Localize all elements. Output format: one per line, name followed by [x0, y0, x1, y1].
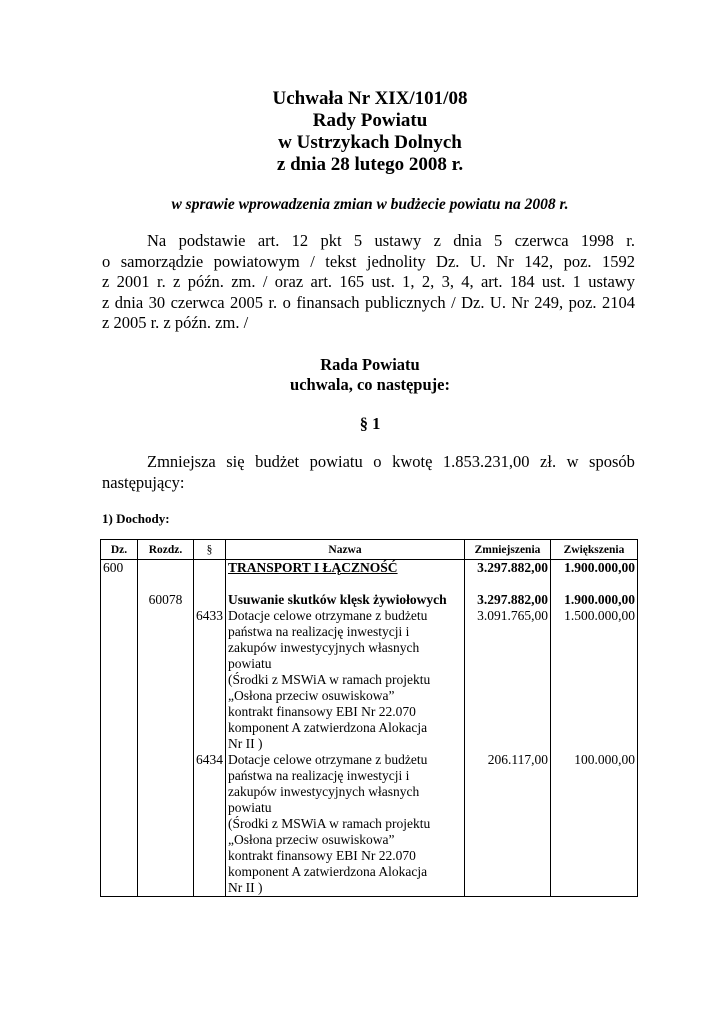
- cell-zwiekszenia: 1.500.000,00: [551, 608, 638, 752]
- cell-rozdz: 60078: [138, 592, 194, 608]
- word: 5: [493, 231, 503, 250]
- word: r.: [156, 272, 166, 291]
- section-label-dochody: 1) Dochody:: [102, 511, 170, 526]
- cell-paragraph: 6433: [194, 608, 226, 752]
- word: z: [173, 272, 181, 291]
- preamble-line-5: z 2005 r. z późn. zm. /: [102, 313, 249, 332]
- word: r.: [626, 231, 635, 250]
- budget-table: [100, 539, 638, 897]
- nazwa-line: kontrakt finansowy EBI Nr 22.070: [228, 704, 416, 719]
- word: 5: [353, 231, 363, 250]
- word: się: [226, 452, 245, 471]
- cell-nazwa: [226, 608, 465, 752]
- word: 142,: [524, 251, 554, 271]
- cell-zwiekszenia: 1.900.000,00: [551, 560, 638, 577]
- paragraph-1: [102, 452, 635, 493]
- word: ustawy: [588, 272, 635, 291]
- word: ust.: [371, 272, 395, 291]
- title-line-1: Uchwała Nr XIX/101/08: [272, 88, 468, 109]
- cell-zwiekszenia: 100.000,00: [551, 752, 638, 897]
- nazwa-line: komponent A zatwierdzona Alokacja: [228, 720, 428, 735]
- cell-paragraph: [194, 592, 226, 608]
- header-paragraph: §: [194, 540, 226, 560]
- word: ust.: [541, 272, 566, 291]
- nazwa-line: Nr II ): [228, 880, 263, 895]
- preamble-line-3: [102, 272, 635, 293]
- word: Zmniejsza: [147, 452, 216, 471]
- word: samorządzie: [120, 251, 204, 271]
- paragraph-1-line-2: następujący:: [102, 472, 185, 492]
- preamble-line-4: [102, 293, 635, 314]
- cell-zmniejszenia: 3.091.765,00: [465, 608, 551, 752]
- paragraph-1-line-1: [102, 452, 635, 473]
- word: art.: [310, 272, 333, 291]
- header-dz: Dz.: [101, 540, 138, 560]
- word: czerwca: [514, 231, 569, 250]
- word: art.: [480, 272, 503, 291]
- word: budżet: [255, 452, 300, 471]
- nazwa-line: państwa na realizację inwestycji i: [228, 624, 410, 639]
- table-spacer-row: [101, 576, 638, 592]
- word: /: [451, 292, 456, 312]
- cell-rozdz: [138, 608, 194, 752]
- document-title: [0, 88, 724, 176]
- word: podstawie: [178, 231, 246, 250]
- word: /: [310, 251, 315, 271]
- word: 2,: [421, 272, 435, 291]
- title-line-3: w Ustrzykach Dolnych: [278, 132, 462, 153]
- cell-dz: [101, 608, 138, 752]
- cell-paragraph: [194, 560, 226, 577]
- nazwa-line: (Środki z MSWiA w ramach projektu: [228, 672, 431, 687]
- header-zmniejszenia: Zmniejszenia: [465, 540, 551, 560]
- cell-nazwa: TRANSPORT I ŁĄCZNOŚĆ: [226, 560, 465, 577]
- word: Nr: [511, 292, 529, 312]
- cell-zwiekszenia: 1.900.000,00: [551, 592, 638, 608]
- word: 249,: [534, 292, 564, 312]
- nazwa-line: komponent A zatwierdzona Alokacja: [228, 864, 428, 879]
- header-zwiekszenia: Zwiększenia: [551, 540, 638, 560]
- word: o: [102, 251, 111, 271]
- word: art.: [257, 231, 280, 250]
- word: 184: [509, 272, 535, 291]
- cell-nazwa: [226, 752, 465, 897]
- word: późn.: [187, 272, 224, 291]
- nazwa-line: kontrakt finansowy EBI Nr 22.070: [228, 848, 416, 863]
- cell-rozdz: [138, 560, 194, 577]
- document-subject: w sprawie wprowadzenia zmian w budżecie powiatu na 2008 r.: [171, 196, 569, 213]
- word: Na: [147, 231, 167, 250]
- word: finansach: [296, 292, 360, 312]
- paragraph-mark: § 1: [359, 414, 381, 433]
- resolution-line-1: Rada Powiatu: [320, 355, 420, 374]
- nazwa-line: Dotacje celowe otrzymane z budżetu: [228, 608, 428, 623]
- word: /: [262, 272, 268, 291]
- cell-dz: [101, 752, 138, 897]
- resolution-line-2: uchwala, co następuje:: [290, 375, 450, 394]
- table-header-row: [101, 540, 638, 560]
- word: z: [102, 272, 110, 291]
- preamble-line-2: [102, 252, 635, 273]
- word: 1.853.231,00: [442, 452, 530, 471]
- nazwa-line: Nr II ): [228, 736, 263, 751]
- word: 30: [148, 292, 166, 312]
- title-line-2: Rady Powiatu: [312, 110, 428, 131]
- word: Dz.: [436, 251, 460, 271]
- cell-zmniejszenia: 3.297.882,00: [465, 560, 551, 577]
- nazwa-line: „Osłona przeciw osuwiskowa”: [228, 688, 395, 703]
- cell-paragraph: 6434: [194, 752, 226, 897]
- word: o: [373, 452, 382, 471]
- header-rozdz: Rozdz.: [138, 540, 194, 560]
- word: 165: [339, 272, 365, 291]
- word: powiatowym: [213, 251, 300, 271]
- nazwa-line: „Osłona przeciw osuwiskowa”: [228, 832, 395, 847]
- preamble: [102, 231, 635, 334]
- word: zł.: [540, 452, 557, 471]
- word: 1998: [580, 231, 614, 250]
- word: poz.: [563, 251, 592, 271]
- word: kwotę: [392, 452, 433, 471]
- word: Dz.: [461, 292, 485, 312]
- word: z: [102, 292, 110, 312]
- nazwa-line: państwa na realizację inwestycji i: [228, 768, 410, 783]
- nazwa-line: (Środki z MSWiA w ramach projektu: [228, 816, 431, 831]
- word: 2104: [601, 292, 635, 312]
- word: publicznych: [364, 292, 446, 312]
- word: 4,: [461, 272, 474, 291]
- word: 3,: [441, 272, 454, 291]
- word: z: [433, 231, 441, 250]
- nazwa-line: powiatu: [228, 656, 272, 671]
- word: 12: [291, 231, 309, 250]
- nazwa-line: zakupów inwestycyjnych własnych: [228, 640, 420, 655]
- word: 1: [572, 272, 581, 291]
- table-row: [101, 608, 638, 752]
- title-line-4: z dnia 28 lutego 2008 r.: [276, 154, 464, 175]
- word: powiatu: [309, 452, 363, 471]
- word: jednolity: [366, 251, 426, 271]
- word: dnia: [453, 231, 482, 250]
- cell-zmniejszenia: 3.297.882,00: [465, 592, 551, 608]
- word: 2001: [116, 272, 150, 291]
- table-row: [101, 592, 638, 608]
- word: r.: [268, 292, 278, 312]
- nazwa-line: powiatu: [228, 800, 272, 815]
- word: 1,: [402, 272, 415, 291]
- nazwa-line: zakupów inwestycyjnych własnych: [228, 784, 420, 799]
- word: Nr: [496, 251, 514, 271]
- table-row: [101, 752, 638, 897]
- cell-zmniejszenia: 206.117,00: [465, 752, 551, 897]
- word: U.: [469, 251, 486, 271]
- table-row: [101, 560, 638, 577]
- cell-dz: 600: [101, 560, 138, 577]
- word: U.: [489, 292, 506, 312]
- word: ustawy: [374, 231, 422, 250]
- word: sposób: [589, 452, 635, 471]
- word: 2005: [230, 292, 264, 312]
- word: w: [566, 452, 579, 471]
- preamble-line-1: [102, 231, 635, 252]
- word: czerwca: [170, 292, 225, 312]
- word: pkt: [320, 231, 342, 250]
- word: dnia: [114, 292, 144, 312]
- word: oraz: [274, 272, 304, 291]
- word: zm.: [231, 272, 256, 291]
- nazwa-line: Dotacje celowe otrzymane z budżetu: [228, 752, 428, 767]
- word: poz.: [568, 292, 597, 312]
- header-nazwa: Nazwa: [226, 540, 465, 560]
- word: o: [282, 292, 291, 312]
- word: tekst: [325, 251, 357, 271]
- cell-rozdz: [138, 752, 194, 897]
- cell-dz: [101, 592, 138, 608]
- cell-nazwa: Usuwanie skutków klęsk żywiołowych: [226, 592, 465, 608]
- word: 1592: [601, 251, 635, 271]
